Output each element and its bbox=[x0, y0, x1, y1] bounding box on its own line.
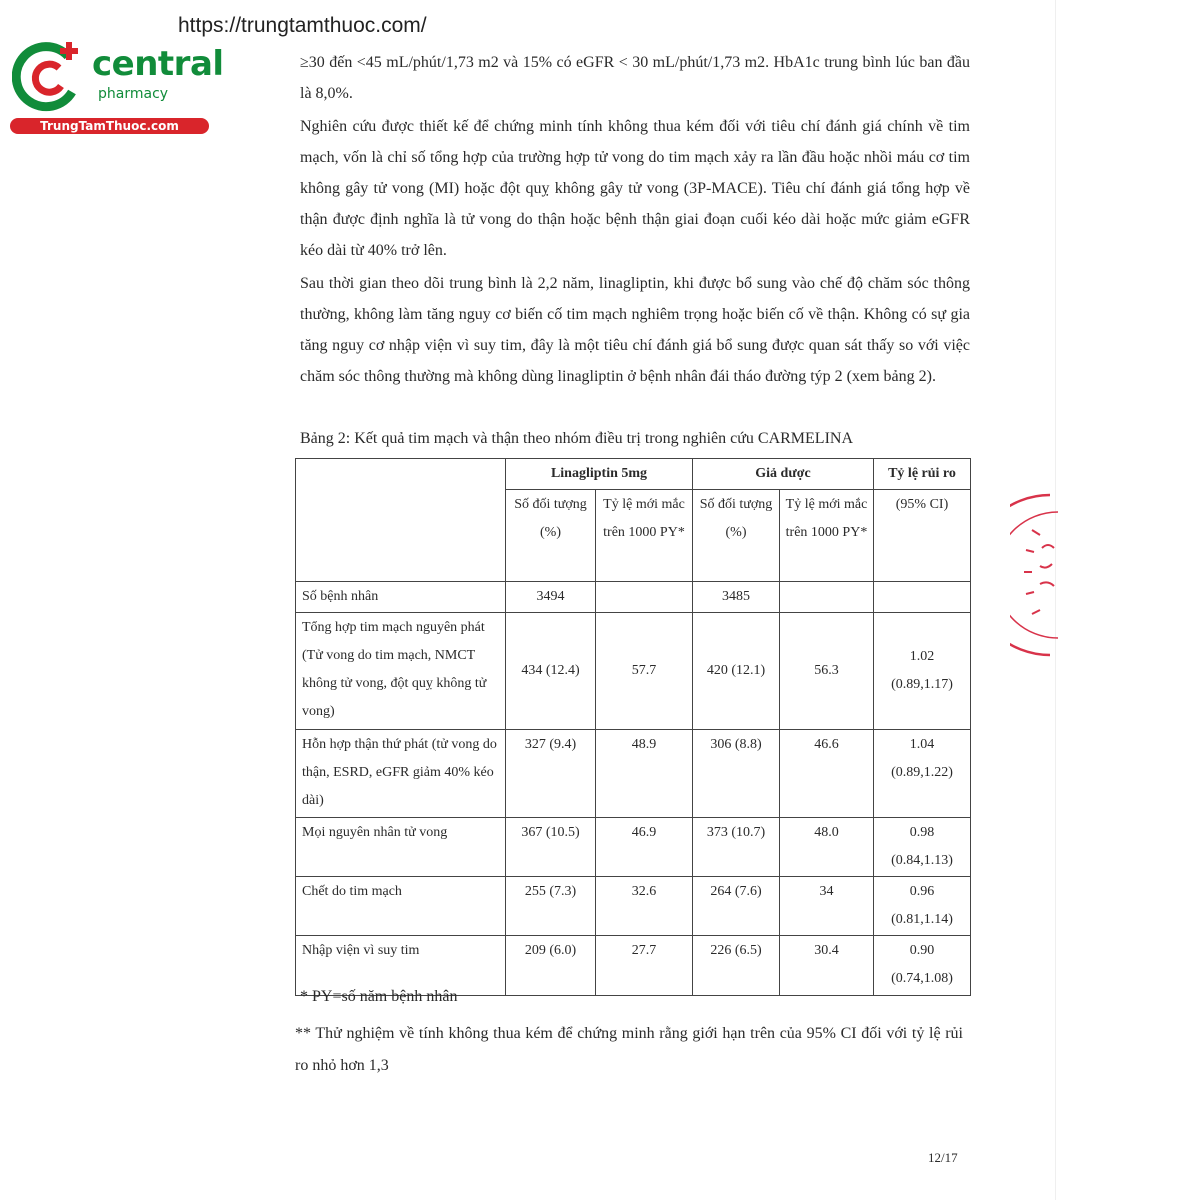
group1-subjects: 434 (12.4) bbox=[506, 613, 596, 730]
group1-header: Linagliptin 5mg bbox=[506, 459, 693, 490]
group1-incidence: 46.9 bbox=[596, 818, 693, 877]
hazard-ratio: 1.04 bbox=[909, 737, 935, 752]
group2-incidence: 48.0 bbox=[780, 818, 874, 877]
hazard-ratio-cell bbox=[874, 877, 971, 936]
logo-name: central bbox=[92, 44, 224, 84]
hazard-ratio-ci: (0.84,1.13) bbox=[891, 853, 953, 868]
group2-incidence-header: Tỷ lệ mới mắc trên 1000 PY* bbox=[780, 490, 874, 582]
group2-subjects: 264 (7.6) bbox=[693, 877, 780, 936]
brand-logo bbox=[10, 38, 224, 138]
hazard-ratio: 1.02 bbox=[909, 649, 935, 664]
logo-site-banner: TrungTamThuoc.com bbox=[10, 118, 209, 134]
group2-incidence: 34 bbox=[780, 877, 874, 936]
hazard-ratio-header: Tỷ lệ rủi ro bbox=[874, 459, 971, 490]
table-row bbox=[296, 936, 971, 996]
hazard-ratio-ci: (0.81,1.14) bbox=[891, 912, 953, 927]
group1-subjects: 255 (7.3) bbox=[506, 877, 596, 936]
group2-incidence bbox=[780, 582, 874, 613]
row-label: Mọi nguyên nhân tử vong bbox=[296, 818, 506, 877]
header-url: https://trungtamthuoc.com/ bbox=[178, 14, 427, 37]
hazard-ratio: 0.98 bbox=[909, 825, 935, 840]
group1-subjects: 367 (10.5) bbox=[506, 818, 596, 877]
group2-subjects: 226 (6.5) bbox=[693, 936, 780, 996]
group1-subjects: 3494 bbox=[506, 582, 596, 613]
group1-incidence: 27.7 bbox=[596, 936, 693, 996]
hazard-ratio-cell bbox=[874, 613, 971, 730]
hazard-ratio: 0.96 bbox=[909, 884, 935, 899]
table-row bbox=[296, 730, 971, 818]
group2-incidence: 46.6 bbox=[780, 730, 874, 818]
row-label: Chết do tim mạch bbox=[296, 877, 506, 936]
red-seal-stamp bbox=[1010, 490, 1060, 660]
group1-incidence: 48.9 bbox=[596, 730, 693, 818]
hazard-ratio-ci: (0.89,1.22) bbox=[891, 765, 953, 780]
table-row bbox=[296, 818, 971, 877]
paragraph-3: Sau thời gian theo dõi trung bình là 2,2 năm, linagliptin, khi được bổ sung vào chế độ chăm sóc thông thường, không làm tăng nguy cơ biến cố tim mạch nghiêm trọng hoặc biến cố về thận. Không có sự gia tăng nguy cơ nhập viện vì suy tim, đây là một tiêu chí đánh giá bổ sung được quan sát thấy so với việc chăm sóc thông thường mà không dùng linagliptin ở bệnh nhân đái tháo đường týp 2 (xem bảng 2). bbox=[300, 275, 970, 385]
group2-header: Giả dược bbox=[693, 459, 874, 490]
table-row bbox=[296, 582, 971, 613]
hazard-ratio-ci: (0.74,1.08) bbox=[891, 971, 953, 986]
pharmacy-cross-icon bbox=[12, 40, 88, 116]
table-row bbox=[296, 613, 971, 730]
group1-incidence: 57.7 bbox=[596, 613, 693, 730]
hazard-ratio-ci: (0.89,1.17) bbox=[891, 677, 953, 692]
paragraph-2: Nghiên cứu được thiết kế để chứng minh tính không thua kém đối với tiêu chí đánh giá chính về tim mạch, vốn là chỉ số tổng hợp của trường hợp tử vong do tim mạch xảy ra lần đầu hoặc nhồi máu cơ tim không gây tử vong (MI) hoặc đột quỵ không gây tử vong (3P-MACE). Tiêu chí đánh giá tổng hợp về thận được định nghĩa là tử vong do thận hoặc bệnh thận giai đoạn cuối kéo dài hoặc mức giảm eGFR kéo dài từ 40% trở lên. bbox=[300, 118, 970, 259]
results-table bbox=[295, 458, 971, 996]
footnote-2: ** Thử nghiệm về tính không thua kém để chứng minh rằng giới hạn trên của 95% CI đối với tỷ lệ rủi ro nhỏ hơn 1,3 bbox=[295, 1025, 963, 1074]
confidence-interval-header: (95% CI) bbox=[874, 490, 971, 582]
group2-subjects: 3485 bbox=[693, 582, 780, 613]
table-row bbox=[296, 877, 971, 936]
group2-incidence: 56.3 bbox=[780, 613, 874, 730]
group2-subjects: 420 (12.1) bbox=[693, 613, 780, 730]
footnote-1: * PY=số năm bệnh nhân bbox=[300, 988, 458, 1005]
table-caption: Bảng 2: Kết quả tim mạch và thận theo nhóm điều trị trong nghiên cứu CARMELINA bbox=[300, 430, 854, 447]
group1-subjects: 327 (9.4) bbox=[506, 730, 596, 818]
logo-subtitle: pharmacy bbox=[98, 86, 169, 102]
group1-incidence: 32.6 bbox=[596, 877, 693, 936]
group2-subjects-header: Số đối tượng (%) bbox=[693, 490, 780, 582]
hazard-ratio-cell bbox=[874, 730, 971, 818]
group1-subjects: 209 (6.0) bbox=[506, 936, 596, 996]
group1-incidence bbox=[596, 582, 693, 613]
row-label: Tổng hợp tim mạch nguyên phát (Tử vong do tim mạch, NMCT không tử vong, đột quỵ không tử vong) bbox=[296, 613, 506, 730]
row-label: Nhập viện vì suy tim bbox=[296, 936, 506, 996]
paragraph-1: ≥30 đến <45 mL/phút/1,73 m2 và 15% có eGFR < 30 mL/phút/1,73 m2. HbA1c trung bình lúc ban đầu là 8,0%. bbox=[300, 54, 970, 102]
table-corner bbox=[296, 459, 506, 582]
row-label: Số bệnh nhân bbox=[296, 582, 506, 613]
group2-subjects: 306 (8.8) bbox=[693, 730, 780, 818]
hazard-ratio-cell bbox=[874, 818, 971, 877]
group2-incidence: 30.4 bbox=[780, 936, 874, 996]
page-number: 12/17 bbox=[928, 1150, 958, 1165]
hazard-ratio-cell bbox=[874, 582, 971, 613]
hazard-ratio-cell bbox=[874, 936, 971, 996]
group2-subjects: 373 (10.7) bbox=[693, 818, 780, 877]
row-label: Hỗn hợp thận thứ phát (tử vong do thận, ESRD, eGFR giảm 40% kéo dài) bbox=[296, 730, 506, 818]
hazard-ratio: 0.90 bbox=[909, 943, 935, 958]
group1-subjects-header: Số đối tượng (%) bbox=[506, 490, 596, 582]
group1-incidence-header: Tỷ lệ mới mắc trên 1000 PY* bbox=[596, 490, 693, 582]
